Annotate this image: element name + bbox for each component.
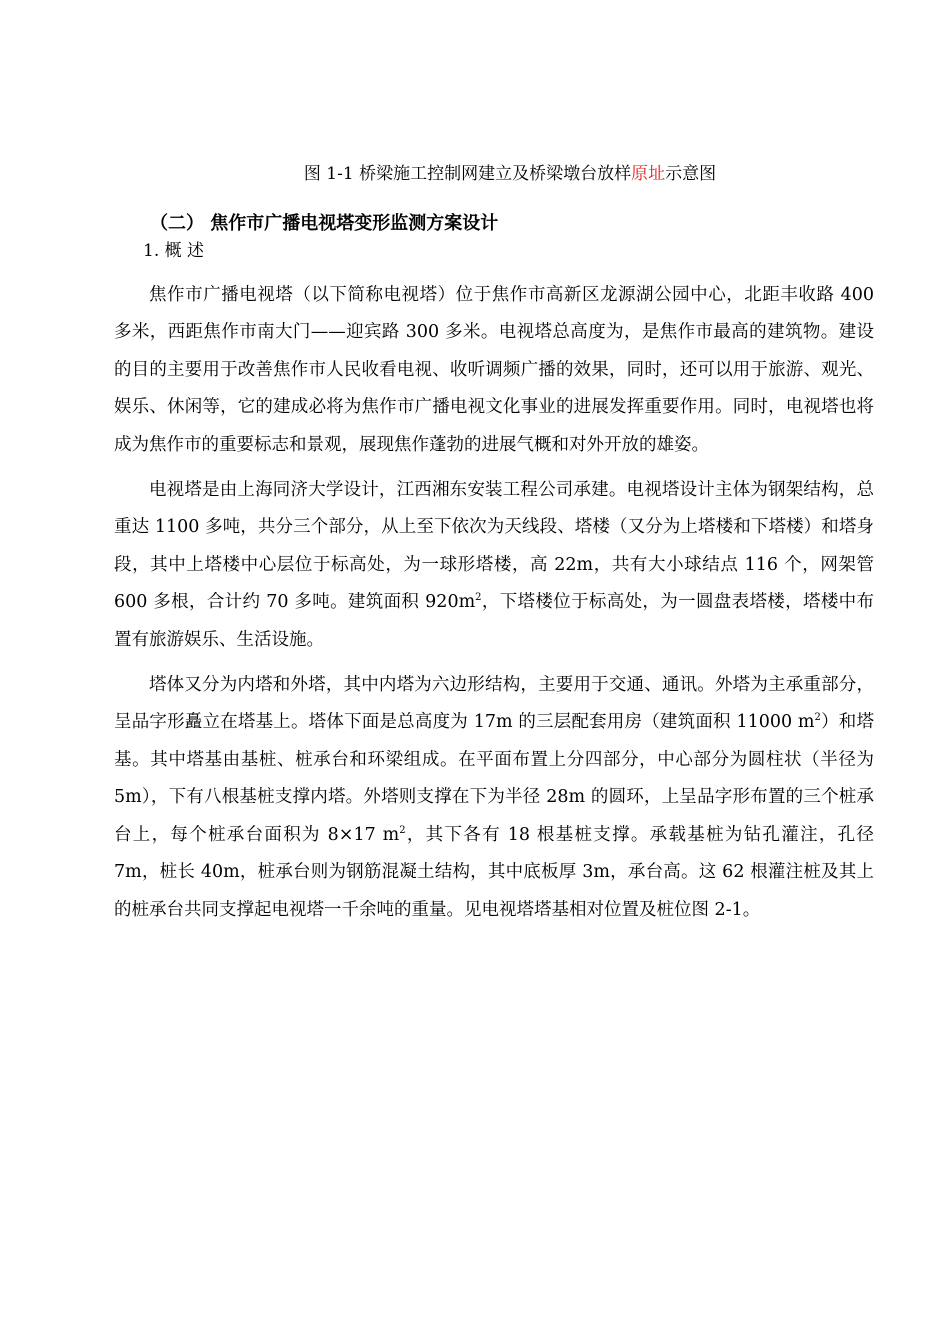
paragraph-design [114,472,874,659]
superscript: 2 [475,592,482,604]
figure-caption [0,160,950,188]
paragraph-overview: 焦作市广播电视塔（以下简称电视塔）位于焦作市高新区龙源湖公园中心，北距丰收路 400 多米，西距焦作市南大门——迎宾路 300 多米。电视塔总高度为，是焦作市最高的建筑物。建设的目的主要用于改善焦作市人民收看电视、收听调频广播的效果，同时，还可以用于旅游、观光、娱乐、休闲等，它的建成必将为焦作市广播电视文化事业的进展发挥重要作用。同时，电视塔也将成为焦作市的重要标志和景观，展现焦作蓬勃的进展气概和对外开放的雄姿。 [114,285,874,455]
caption-suffix: 示意图 [665,164,717,184]
caption-prefix: 图 1-1 桥梁施工控制网建立及桥梁墩台放样 [303,164,632,184]
superscript: 2 [399,824,406,836]
paragraph-design-text-a: 电视塔是由上海同济大学设计，江西湘东安装工程公司承建。电视塔设计主体为钢架结构，总重达 1100 多吨，共分三个部分，从上至下依次为天线段、塔楼（又分为上塔楼和下塔楼）和塔身段，其中上塔楼中心层位于标高处，为一球形塔楼，高 22m，共有大小球结点 116 个，网架管 600 多根，合计约 70 多吨。建筑面积 920m [114,480,874,613]
subsection-heading: 1. 概 述 [143,241,205,261]
caption-highlight: 原址 [631,164,666,184]
paragraph-structure [114,667,874,929]
paragraph-structure-text-a: 塔体又分为内塔和外塔，其中内塔为六边形结构，主要用于交通、通讯。外塔为主承重部分，呈品字形矗立在塔基上。塔体下面是总高度为 17m 的三层配套用房（建筑面积 11000 m [114,675,874,733]
superscript: 2 [814,712,821,724]
body-text [114,277,874,937]
paragraph-structure-text-c: ，其下各有 18 根基桩支撑。承载基桩为钻孔灌注，孔径 7m，桩长 40m，桩承台则为钢筋混凝土结构，其中底板厚 3m，承台高。这 62 根灌注桩及其上的桩承台共同支撑起电视塔一千余吨的重量。见电视塔塔基相对位置及桩位图 2-1。 [114,824,874,920]
paragraph-structure-text-b: ）和塔基。其中塔基由基桩、桩承台和环梁组成。在平面布置上分四部分，中心部分为圆柱状（半径为 5m），下有八根基桩支撑内塔。外塔则支撑在下为半径 28m 的圆环，上呈品字形布置的三个桩承台上，每个桩承台面积为 8×17 m [114,712,874,845]
paragraph-design-text-b: ，下塔楼位于标高处，为一圆盘表塔楼，塔楼中布置有旅游娱乐、生活设施。 [114,592,874,650]
section-heading: （二） 焦作市广播电视塔变形监测方案设计 [150,213,499,234]
